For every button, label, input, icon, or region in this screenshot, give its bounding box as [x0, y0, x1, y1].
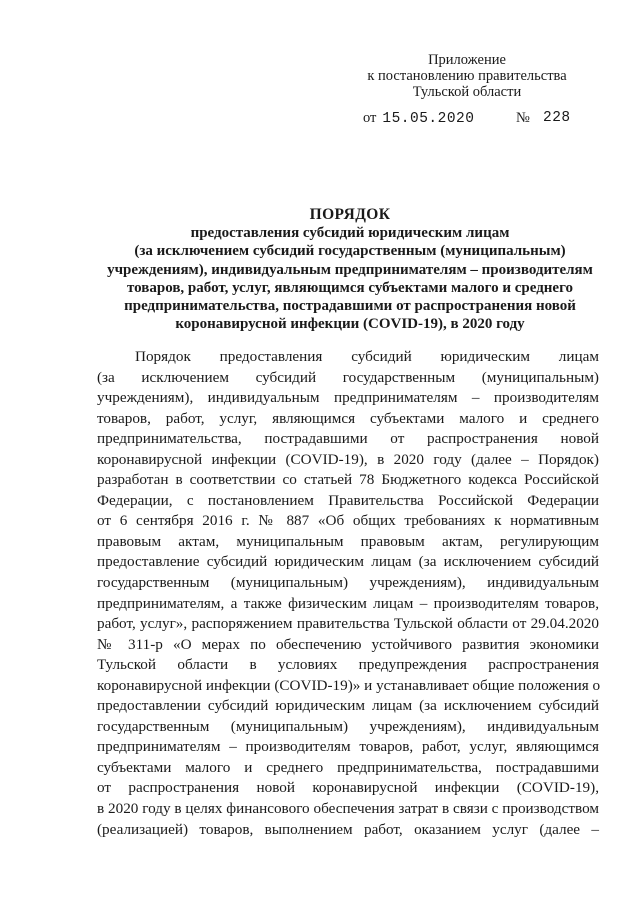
subtitle-line: (за исключением субсидий государственным (муниципальным): [134, 243, 566, 260]
body-line: государственным (муниципальным) учреждениям), индивидуальным: [97, 717, 599, 735]
body-line: предпринимателям – производителям товаров, работ, услуг, являющимся: [97, 738, 599, 756]
decree-number-label: №: [516, 110, 530, 126]
subtitle-line: товаров, работ, услуг, являющимся субъектами малого и среднего: [126, 279, 574, 296]
body-line: коронавирусной инфекции (COVID-19), в 2020 году (далее – Порядок): [97, 450, 599, 468]
body-line: от 6 сентября 2016 г. № 887 «Об общих требованиях к нормативным: [97, 512, 599, 530]
subtitle-line: предоставления субсидий юридическим лицам: [190, 225, 510, 241]
body-line: предоставление субсидий юридическим лицам (за исключением субсидий: [97, 553, 599, 571]
body-line: субъектами малого и среднего предпринимательства, пострадавшими: [97, 758, 599, 776]
body-line: (реализацией) товаров, выполнением работ, оказанием услуг (далее –: [97, 820, 599, 838]
subtitle-line: учреждениям), индивидуальным предпринимателям – производителям: [107, 261, 593, 278]
body-line: в 2020 году в целях финансового обеспечения затрат в связи с производством: [97, 800, 599, 818]
decree-reference: [363, 110, 571, 127]
body-line: Тульской области в условиях предупреждения распространения: [97, 656, 599, 674]
body-line: работ, услуг», распоряжением правительства Тульской области от 29.04.2020: [97, 615, 599, 633]
body-line: Федерации, с постановлением Правительства Российской Федерации: [97, 491, 599, 509]
body-line: от распространения новой коронавирусной инфекции (COVID-19),: [97, 779, 599, 797]
body-line: коронавирусной инфекции (COVID-19)» и устанавливает общие положения о: [97, 676, 601, 694]
body-line: предпринимательства, пострадавшими от распространения новой: [97, 430, 599, 448]
annex-line-1: Приложение: [428, 52, 506, 68]
decree-from-label: от: [363, 110, 377, 126]
annex-line-2: к постановлению правительства: [367, 68, 567, 84]
body-line: Порядок предоставления субсидий юридическим лицам: [135, 348, 599, 365]
document-title: ПОРЯДОК: [309, 206, 391, 223]
subtitle-line: коронавирусной инфекции (COVID-19), в 2020 году: [175, 316, 525, 333]
body-line: учреждениям), индивидуальным предпринимателям – производителям: [97, 389, 599, 407]
annex-line-3: Тульской области: [412, 84, 522, 100]
body-line: разработан в соответствии со статьей 78 Бюджетного кодекса Российской: [97, 471, 599, 489]
body-line: (за исключением субсидий государственным (муниципальным): [97, 368, 599, 386]
annex-header: [360, 52, 574, 100]
body-paragraph: [97, 347, 599, 840]
decree-number: 228: [543, 110, 571, 126]
document-subtitle: [80, 224, 620, 334]
body-line: № 311-р «О мерах по обеспечению устойчивого развития экономики: [97, 635, 599, 653]
body-line: предоставлении субсидий юридическим лицам (за исключением субсидий: [97, 697, 599, 715]
decree-date: 15.05.2020: [382, 111, 475, 127]
body-line: товаров, работ, услуг, являющимся субъектами малого и среднего: [97, 409, 599, 427]
subtitle-line: предпринимательства, пострадавшими от распространения новой: [124, 298, 576, 315]
body-line: предпринимателям, а также физическим лицам – производителям товаров,: [97, 594, 599, 612]
body-line: государственным (муниципальным) учреждениям), индивидуальным: [97, 574, 599, 592]
body-line: правовым актам, муниципальным правовым актам, регулирующим: [97, 532, 599, 550]
